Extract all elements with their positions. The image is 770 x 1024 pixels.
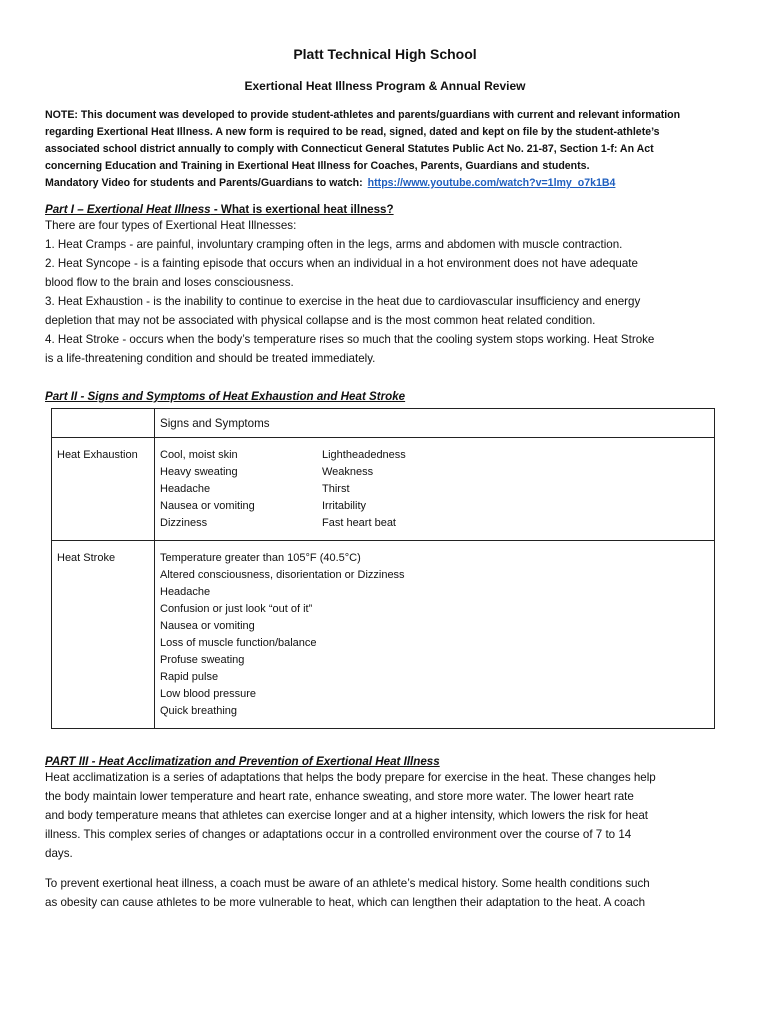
list-item: Thirst: [322, 483, 350, 495]
video-link[interactable]: https://www.youtube.com/watch?v=1lmy_o7k1B4: [367, 177, 616, 189]
body-line: as obesity can cause athletes to be more vulnerable to heat, which can lengthen their adaptation to the heat. A coach: [45, 896, 646, 909]
school-title: Platt Technical High School: [293, 46, 477, 62]
list-item: Cool, moist skin: [160, 449, 238, 461]
part1-heading-title: Part I – Exertional Heat Illness: [45, 203, 211, 216]
program-subtitle: Exertional Heat Illness Program & Annual Review: [244, 79, 526, 93]
list-item: Dizziness: [160, 517, 208, 529]
heat-stroke-symptoms: [155, 541, 715, 729]
list-item: Headache: [160, 586, 211, 598]
list-item: Nausea or vomiting: [160, 620, 255, 632]
list-item: Rapid pulse: [160, 671, 219, 683]
body-line: days.: [45, 847, 73, 860]
body-line: To prevent exertional heat illness, a coach must be aware of an athlete’s medical history. Some health conditions such: [45, 877, 650, 890]
heat-exhaustion-label: Heat Exhaustion: [57, 449, 138, 461]
table-header: Signs and Symptoms: [160, 417, 270, 430]
body-line: There are four types of Exertional Heat Illnesses:: [45, 219, 297, 232]
note-line: NOTE: This document was developed to provide student-athletes and parents/guardians with current and relevant information: [45, 109, 681, 121]
list-item: Confusion or just look “out of it”: [160, 603, 313, 615]
list-item: Fast heart beat: [322, 517, 396, 529]
part3-paragraph-2: [45, 874, 725, 912]
part1-section: [45, 203, 725, 368]
list-item: Irritability: [322, 500, 367, 512]
list-item: Low blood pressure: [160, 688, 257, 700]
body-line: 4. Heat Stroke - occurs when the body’s temperature rises so much that the cooling system stops working. Heat Stroke: [45, 333, 655, 346]
body-line: illness. This complex series of changes or adaptations occur in a controlled environment over the course of 7 to 14: [45, 828, 632, 841]
part1-body: [45, 216, 725, 368]
list-item: Loss of muscle function/balance: [160, 637, 317, 649]
symptoms-table: [51, 408, 715, 729]
part1-heading-question: - What is exertional heat illness?: [210, 203, 394, 216]
body-line: 1. Heat Cramps - are painful, involuntary cramping often in the legs, arms and abdomen with muscle contraction.: [45, 238, 623, 251]
part3-heading: PART III - Heat Acclimatization and Prevention of Exertional Heat Illness: [45, 755, 440, 768]
table-label-cell: [52, 541, 155, 729]
list-item: Heavy sweating: [160, 466, 238, 478]
part1-heading: [45, 203, 725, 216]
video-line: [45, 175, 725, 192]
symptom-column: [160, 447, 322, 532]
note-line: associated school district annually to comply with Connecticut General Statutes Public Act No. 21-87, Section 1-f: An Act: [45, 143, 654, 155]
table-label-cell: [52, 438, 155, 541]
note-line: concerning Education and Training in Exertional Heat Illness for Coaches, Parents, Guardians and students.: [45, 160, 590, 172]
body-line: and body temperature means that athletes can exercise longer and at a higher intensity, which lowers the risk for heat: [45, 809, 648, 822]
symptom-list: [155, 541, 714, 728]
video-label: Mandatory Video for students and Parents/Guardians to watch:: [45, 177, 363, 189]
part3-section: [45, 755, 725, 912]
body-line: is a life-threatening condition and should be treated immediately.: [45, 352, 376, 365]
body-line: 2. Heat Syncope - is a fainting episode that occurs when an individual in a hot environment does not have adequate: [45, 257, 638, 270]
table-row: [52, 409, 715, 438]
list-item: Altered consciousness, disorientation or Dizziness: [160, 569, 405, 581]
body-line: depletion that may not be associated with physical collapse and is the most common heat related condition.: [45, 314, 596, 327]
list-item: Temperature greater than 105°F (40.5°C): [160, 552, 361, 564]
list-item: Profuse sweating: [160, 654, 245, 666]
body-line: Heat acclimatization is a series of adaptations that helps the body prepare for exercise in the heat. These changes help: [45, 771, 656, 784]
symptom-column: [322, 447, 484, 532]
table-header-cell: [155, 409, 715, 438]
heat-exhaustion-symptoms: [155, 438, 715, 541]
body-line: blood flow to the brain and loses consciousness.: [45, 276, 294, 289]
body-line: 3. Heat Exhaustion - is the inability to continue to exercise in the heat due to cardiovascular insufficiency and energy: [45, 295, 641, 308]
heat-stroke-label: Heat Stroke: [57, 552, 116, 564]
list-item: Headache: [160, 483, 211, 495]
body-line: the body maintain lower temperature and heart rate, enhance sweating, and store more water. The lower heart rate: [45, 790, 634, 803]
note-line: regarding Exertional Heat Illness. A new form is required to be read, signed, dated and kept on file by the student-athlete’s: [45, 126, 660, 138]
part2-heading: Part II - Signs and Symptoms of Heat Exhaustion and Heat Stroke: [45, 390, 406, 403]
part3-paragraph-1: [45, 768, 725, 863]
table-corner-cell: [52, 409, 155, 438]
table-row: [52, 438, 715, 541]
note-block: [45, 107, 725, 192]
table-row: [52, 541, 715, 729]
list-item: Weakness: [322, 466, 374, 478]
list-item: Quick breathing: [160, 705, 238, 717]
list-item: Nausea or vomiting: [160, 500, 255, 512]
list-item: Lightheadedness: [322, 449, 406, 461]
